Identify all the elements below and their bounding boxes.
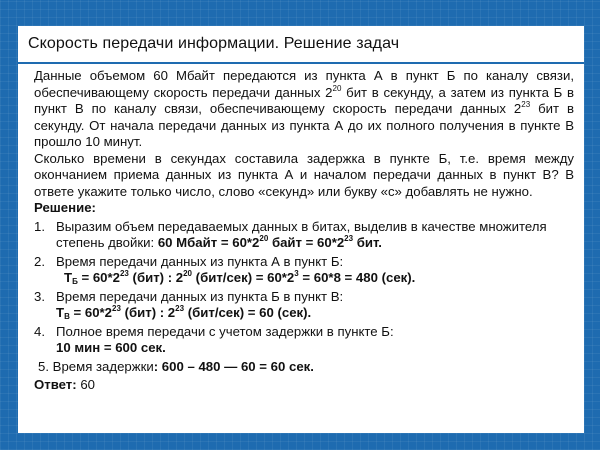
step-formula <box>158 235 382 250</box>
step-formula: : 600 – 480 — 60 = 60 сек. <box>153 358 314 374</box>
solution-step-3 <box>34 289 574 322</box>
solution-step-2 <box>34 254 574 287</box>
exponent: 23 <box>119 269 129 278</box>
step-formula <box>56 305 574 322</box>
slide-title: Скорость передачи информации. Решение задач <box>28 35 400 52</box>
step-text: Выразим объем передаваемых данных в битах, выделив в качестве множителя степень двойки: <box>56 218 547 250</box>
subscript: Б <box>72 277 78 286</box>
formula-part: Т <box>56 305 65 320</box>
content-panel <box>18 64 584 433</box>
exponent: 23 <box>175 304 185 313</box>
exponent: 3 <box>294 269 299 278</box>
solution-step-4 <box>34 324 574 357</box>
exponent: 23 <box>344 234 354 243</box>
step-formula: 10 мин = 600 сек. <box>56 340 166 355</box>
slide-title-bar <box>18 26 584 64</box>
exponent: 23 <box>112 304 121 313</box>
problem-paragraph-1 <box>34 68 574 151</box>
step-text: Время передачи данных из пункта Б в пункт В: <box>56 288 344 304</box>
solution-steps <box>34 219 574 357</box>
step-formula <box>56 270 574 287</box>
exponent: 23 <box>521 100 531 109</box>
answer-label: Ответ: <box>34 377 77 392</box>
formula-part: = 60*8 = 480 (сек). <box>298 270 416 285</box>
formula-part: Т <box>64 270 73 285</box>
exponent: 20 <box>183 269 193 278</box>
step-number: 5. <box>38 358 49 374</box>
content-text <box>34 68 574 394</box>
formula-part: (бит) : 2 <box>120 305 176 320</box>
step-number: 4. <box>34 323 45 339</box>
step-number: 2. <box>34 253 45 269</box>
formula-part: (бит) : 2 <box>128 270 184 285</box>
problem-paragraph-2: Сколько времени в секундах составила задержка в пункте Б, т.е. время между окончанием приема данных из пункта А и началом передачи данных в пункт В? В ответе укажите только число, слово «секунд» или букву «с» добавлять не нужно. <box>34 150 574 199</box>
formula-part: = 60*2 <box>77 270 120 285</box>
formula-part: 60 Мбайт = 60*2 <box>157 235 260 250</box>
problem-text: Данные объемом 60 Мбайт передаются из пункта А в пункт Б по каналу связи, обеспечивающему скорость передачи данных 2 <box>34 68 574 100</box>
step-number: 3. <box>34 288 45 304</box>
formula-part: бит. <box>353 235 382 250</box>
step-text: Время задержки <box>52 358 154 374</box>
step-text: Полное время передачи с учетом задержки в пункте Б: <box>56 323 394 339</box>
answer-line <box>34 377 574 394</box>
answer-value: 60 <box>80 377 96 392</box>
solution-step-1 <box>34 219 574 252</box>
solution-heading: Решение: <box>34 200 96 215</box>
formula-part: = 60*2 <box>69 305 113 320</box>
exponent: 20 <box>332 83 342 93</box>
subscript: В <box>64 312 70 321</box>
exponent: 20 <box>259 234 269 243</box>
formula-part: байт = 60*2 <box>268 235 345 250</box>
solution-step-5 <box>34 359 574 376</box>
step-text: Время передачи данных из пункта А в пункт Б: <box>56 253 344 269</box>
formula-part: (бит/сек) = 60*2 <box>192 270 295 285</box>
problem-text: бит в секунду. От начала передачи данных из пункта А до их полного получения в пункте В прошло 10 минут. <box>34 101 574 149</box>
formula-part: (бит/сек) = 60 (сек). <box>184 305 312 320</box>
step-number: 1. <box>34 218 45 234</box>
problem-text: бит в секунду, а затем из пункта Б в пункт В по каналу связи, обеспечивающему скорость передачи данных 2 <box>34 84 575 116</box>
